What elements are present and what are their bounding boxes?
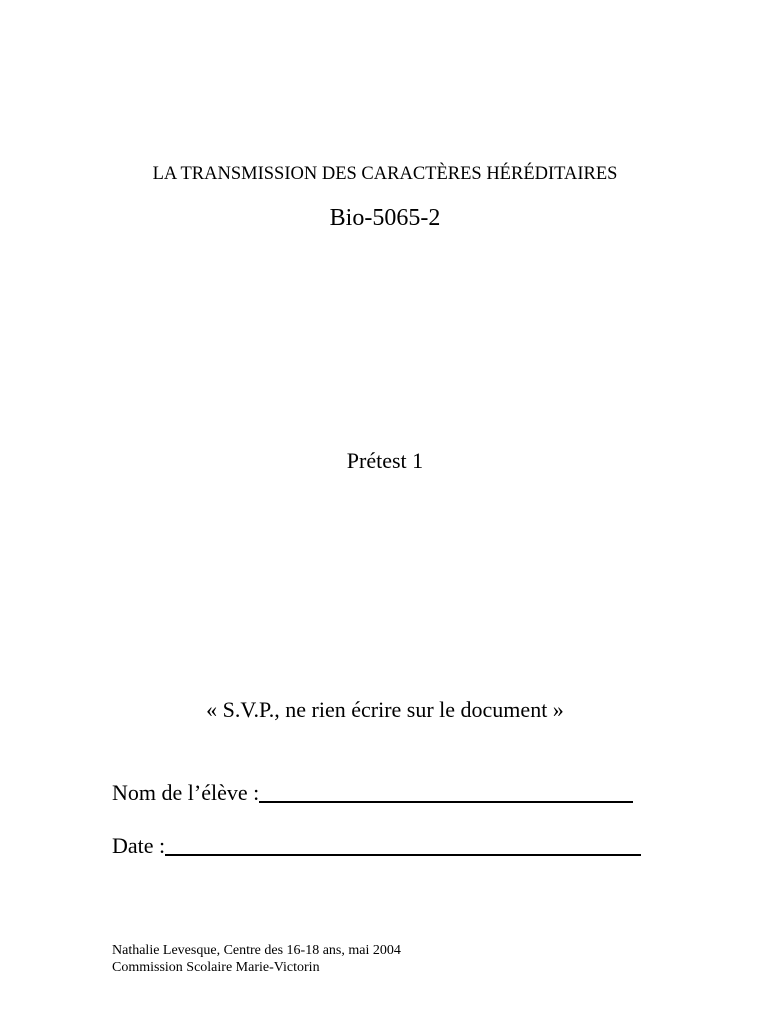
- date-blank-line: [165, 832, 641, 856]
- footer-organization-line: Commission Scolaire Marie-Victorin: [112, 960, 320, 975]
- course-code: Bio-5065-2: [329, 205, 441, 231]
- document-title: LA TRANSMISSION DES CARACTÈRES HÉRÉDITAIRES: [152, 164, 618, 184]
- notice-text: « S.V.P., ne rien écrire sur le document »: [206, 697, 564, 722]
- footer: [112, 942, 401, 976]
- test-name: Prétest 1: [346, 448, 424, 473]
- student-name-label: Nom de l’élève :: [112, 780, 260, 805]
- date-field: [112, 832, 641, 859]
- student-name-blank-line: [259, 779, 633, 803]
- date-label: Date :: [112, 833, 166, 858]
- student-name-field: [112, 779, 633, 806]
- footer-author-line: Nathalie Levesque, Centre des 16-18 ans, mai 2004: [112, 943, 401, 958]
